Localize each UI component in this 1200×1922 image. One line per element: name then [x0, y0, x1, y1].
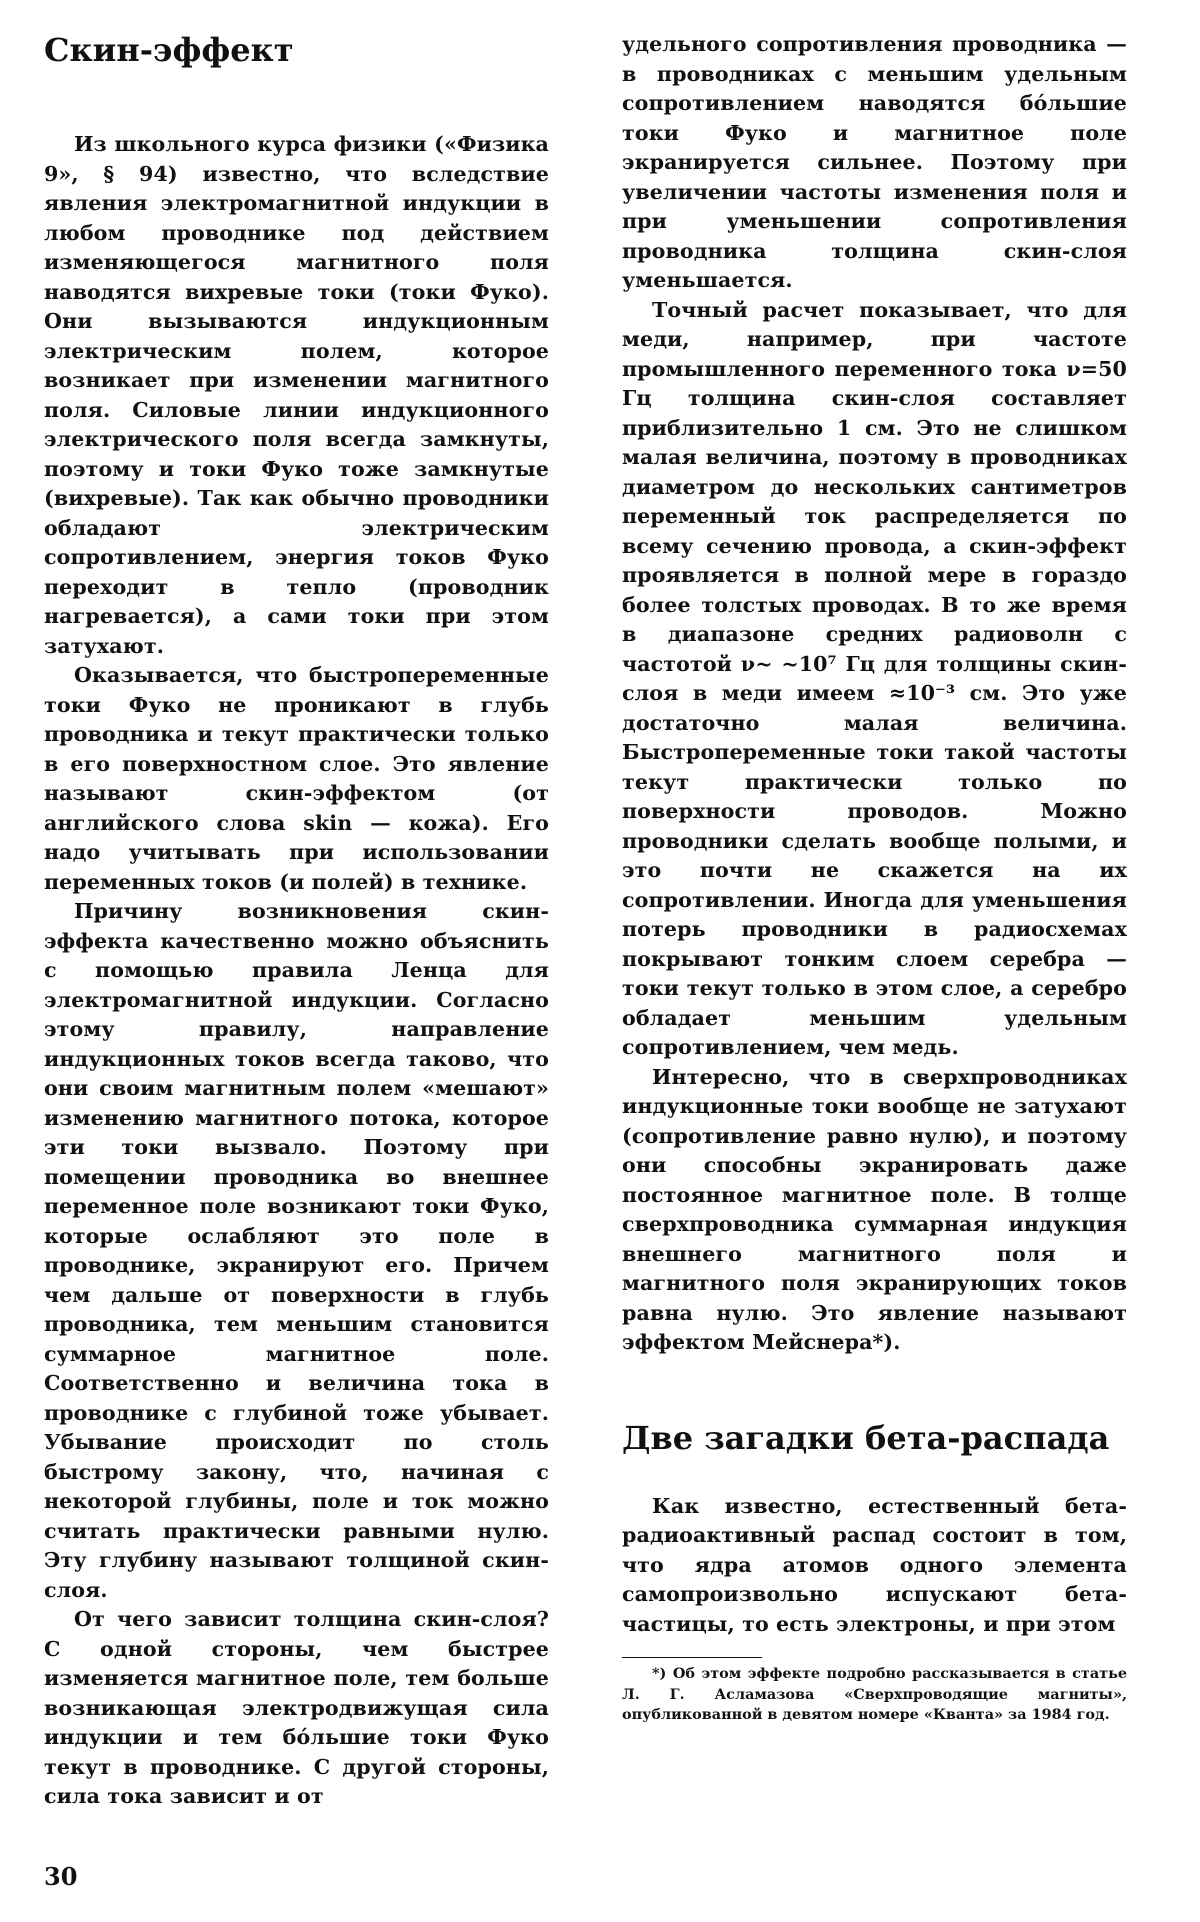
paragraph: Интересно, что в сверхпроводниках индукционные токи вообще не затухают (сопротивление равно нулю), и поэтому они способны экранировать даже постоянное магнитное поле. В толще сверхпроводника суммарная индукция внешнего магнитного поля и магнитного поля экранирующих токов равна нулю. Это явление называют эффектом Мейснера*).	[622, 1064, 1127, 1354]
paragraph: Оказывается, что быстропеременные токи Фуко не проникают в глубь проводника и текут практически только в его поверхностном слое. Это явление называют скин-эффектом (от английского слова skin — кожа). Его надо учитывать при использовании переменных токов (и полей) в технике.	[44, 663, 549, 894]
paragraph: Из школьного курса физики («Физика 9», § 94) известно, что вследствие явления электромагнитной индукции в любом проводнике под действием изменяющегося магнитного поля наводятся вихревые токи (токи Фуко). Они вызываются индукционным электрическим полем, которое возникает при изменении магнитного поля. Силовые линии индукционного электрического поля всегда замкнуты, поэтому и токи Фуко тоже замкнутые (вихревые). Так как обычно проводники обладают электрическим сопротивлением, энергия токов Фуко переходит в тепло (проводник нагревается), а сами токи при этом затухают.	[44, 132, 549, 658]
paragraph: Точный расчет показывает, что для меди, например, при частоте промышленного переменного тока ν=50 Гц толщина скин-слоя составляет приблизительно 1 см. Это не слишком малая величина, поэтому в проводниках диаметром до нескольких сантиметров переменный ток распределяется по всему сечению провода, а скин-эффект проявляется в полной мере в гораздо более толстых проводах. В то же время в диапазоне средних радиоволн с частотой ν~ ~10⁷ Гц для толщины скин-слоя в меди имеем ≈10⁻³ см. Это уже достаточно малая величина. Быстропеременные токи такой частоты текут практически только по поверхности проводов. Можно проводники сделать вообще полыми, и это почти не скажется на их сопротивлении. Иногда для уменьшения потерь проводники в радиосхемах покрывают тонким слоем серебра — токи текут только в этом слое, а серебро обладает меньшим удельным сопротивлением, чем медь.	[622, 297, 1127, 1059]
footnote: *) Об этом эффекте подробно рассказывается в статье Л. Г. Асламазова «Сверхпроводящие магниты», опубликованной в девятом номере «Кванта» за 1984 год.	[622, 1665, 1127, 1723]
left-column	[44, 30, 549, 1812]
right-column	[622, 30, 1127, 1726]
page-number: 30	[44, 1862, 78, 1891]
paragraph: удельного сопротивления проводника — в проводниках с меньшим удельным сопротивлением наводятся бо́льшие токи Фуко и магнитное поле экранируется сильнее. Поэтому при увеличении частоты изменения поля и при уменьшении сопротивления проводника толщина скин-слоя уменьшается.	[622, 32, 1127, 292]
footnote-divider	[622, 1657, 762, 1658]
paragraph: От чего зависит толщина скин-слоя? С одной стороны, чем быстрее изменяется магнитное поле, тем больше возникающая электродвижущая сила индукции и тем бо́льшие токи Фуко текут в проводнике. С другой стороны, сила тока зависит и от	[44, 1607, 549, 1808]
article-title-skin-effect: Скин-эффект	[44, 31, 294, 69]
paragraph: Как известно, естественный бета-радиоактивный распад состоит в том, что ядра атомов одного элемента самопроизвольно испускают бета-частицы, то есть электроны, и при этом	[622, 1493, 1127, 1636]
article-title-beta-decay: Две загадки бета-распада	[622, 1418, 1110, 1457]
paragraph: Причину возникновения скин-эффекта качественно можно объяснить с помощью правила Ленца для электромагнитной индукции. Согласно этому правилу, направление индукционных токов всегда таково, что они своим магнитным полем «мешают» изменению магнитного потока, которое эти токи вызвало. Поэтому при помещении проводника во внешнее переменное поле возникают токи Фуко, которые ослабляют это поле в проводнике, экранируют его. Причем чем дальше от поверхности в глубь проводника, тем меньшим становится суммарное магнитное поле. Соответственно и величина тока в проводнике с глубиной тоже убывает. Убывание происходит по столь быстрому закону, что, начиная с некоторой глубины, поле и ток можно считать практически равными нулю. Эту глубину называют толщиной скин-слоя.	[44, 899, 549, 1602]
